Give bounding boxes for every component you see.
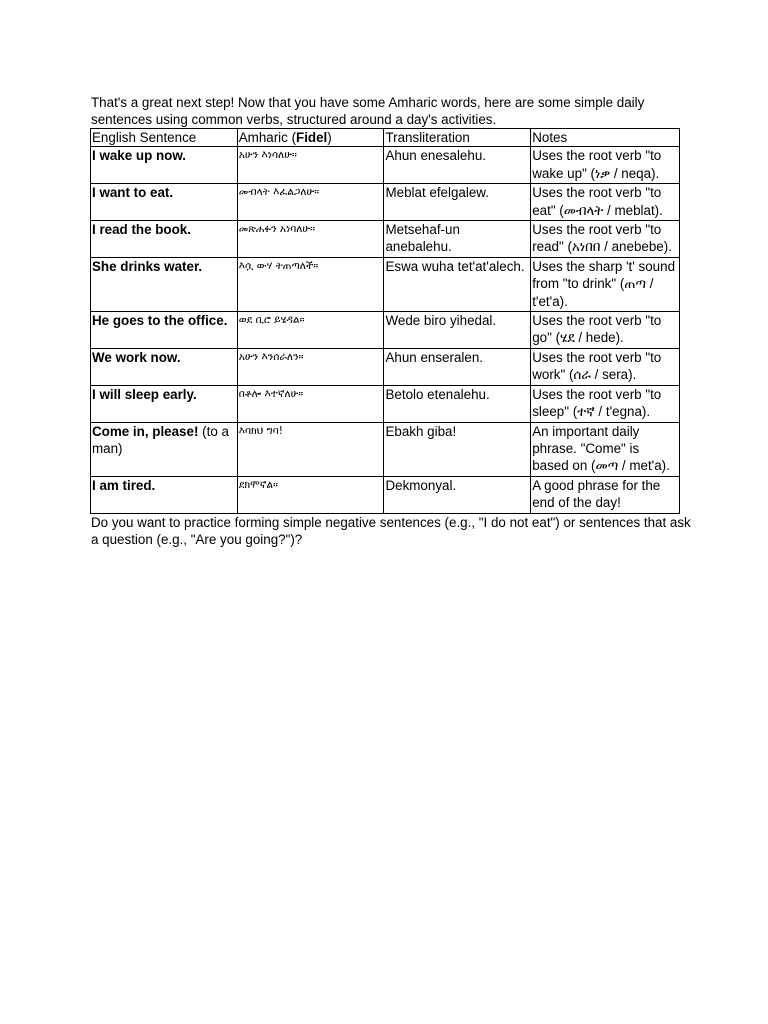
cell-amharic: መብላት እፈልጋለሁ። [237, 184, 384, 221]
header-amharic-prefix: Amharic ( [238, 130, 297, 145]
cell-amharic: እሷ ውሃ ትጠጣለች። [237, 257, 384, 311]
english-sentence: He goes to the office. [92, 313, 228, 329]
intro-paragraph: That's a great next step! Now that you have some Amharic words, here are some simple daily sentences using common verbs, structured around a day's activities. [91, 95, 645, 128]
cell-notes: Uses the root verb "to sleep" (ተኛ / t'egna). [531, 385, 680, 422]
cell-english [91, 348, 238, 385]
cell-english [91, 476, 238, 513]
table-header-row [91, 129, 680, 147]
english-sentence: Come in, please! [92, 423, 199, 439]
cell-english [91, 257, 238, 311]
cell-amharic: እባክህ ግባ! [237, 422, 384, 476]
cell-notes: Uses the root verb "to read" (አነበበ / anebebe). [531, 221, 680, 258]
cell-notes: Uses the root verb "to wake up" (ነቃ / neqa). [531, 147, 680, 184]
cell-amharic: አሁን እንሰራለን። [237, 348, 384, 385]
cell-amharic: ወደ ቢሮ ይሄዳል። [237, 312, 384, 349]
english-sentence: I wake up now. [92, 148, 186, 164]
english-sentence: I am tired. [92, 477, 156, 493]
cell-english [91, 221, 238, 258]
english-sentence: I want to eat. [92, 185, 174, 201]
table-row [91, 147, 680, 184]
cell-amharic: አሁን እነሳለሁ። [237, 147, 384, 184]
header-amharic-suffix: ) [327, 130, 332, 145]
cell-transliteration: Metsehaf-un anebalehu. [384, 221, 531, 258]
cell-english [91, 312, 238, 349]
table-row [91, 476, 680, 513]
cell-notes: Uses the root verb "to go" (ሄደ / hede). [531, 312, 680, 349]
cell-notes: Uses the sharp 't' sound from "to drink" (ጠጣ / t'et'a). [531, 257, 680, 311]
header-transliteration: Transliteration [384, 129, 531, 147]
cell-transliteration: Ahun enesalehu. [384, 147, 531, 184]
table-row [91, 422, 680, 476]
cell-amharic: መጽሐፉን አነባለሁ። [237, 221, 384, 258]
header-notes: Notes [531, 129, 680, 147]
cell-english [91, 385, 238, 422]
cell-transliteration: Meblat efelgalew. [384, 184, 531, 221]
outro-paragraph: Do you want to practice forming simple negative sentences (e.g., "I do not eat") or sentences that ask a question (e.g., "Are you going?")? [91, 515, 691, 548]
cell-amharic: ደክሞኛል። [237, 476, 384, 513]
english-sentence: She drinks water. [92, 258, 203, 274]
header-amharic [237, 129, 384, 147]
english-sentence: I read the book. [92, 222, 191, 238]
cell-transliteration: Betolo etenalehu. [384, 385, 531, 422]
cell-english [91, 184, 238, 221]
cell-notes: Uses the root verb "to work" (ሰራ / sera). [531, 348, 680, 385]
cell-english [91, 422, 238, 476]
table-row [91, 257, 680, 311]
english-extra: (to a man) [92, 423, 229, 456]
cell-transliteration: Ebakh giba! [384, 422, 531, 476]
table-row [91, 348, 680, 385]
cell-transliteration: Eswa wuha tet'at'alech. [384, 257, 531, 311]
vocabulary-table [90, 128, 680, 514]
cell-notes: Uses the root verb "to eat" (መብላት / meblat). [531, 184, 680, 221]
english-sentence: I will sleep early. [92, 386, 197, 402]
cell-transliteration: Ahun enseralen. [384, 348, 531, 385]
table-row [91, 221, 680, 258]
header-english: English Sentence [91, 129, 238, 147]
cell-transliteration: Dekmonyal. [384, 476, 531, 513]
table-row [91, 385, 680, 422]
table-row [91, 312, 680, 349]
cell-transliteration: Wede biro yihedal. [384, 312, 531, 349]
cell-amharic: በቶሎ እተኛለሁ። [237, 385, 384, 422]
cell-english [91, 147, 238, 184]
english-sentence: We work now. [92, 349, 181, 365]
header-amharic-fidel: Fidel [296, 130, 328, 145]
table-row [91, 184, 680, 221]
cell-notes: A good phrase for the end of the day! [531, 476, 680, 513]
cell-notes: An important daily phrase. "Come" is based on (መጣ / met'a). [531, 422, 680, 476]
